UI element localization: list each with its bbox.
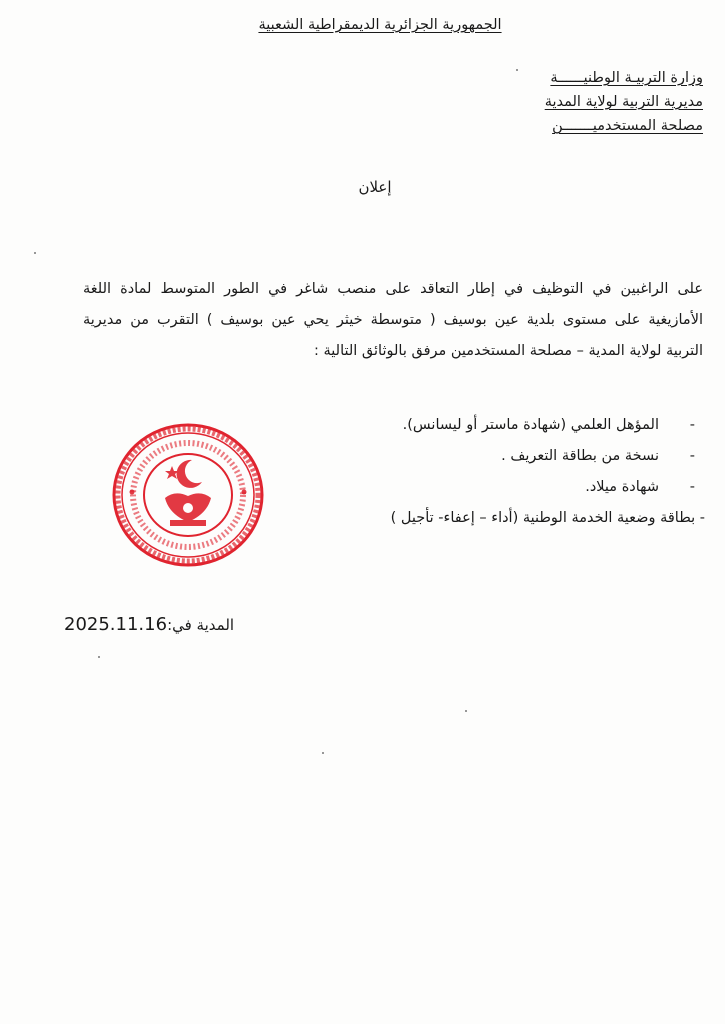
scan-speck [465, 710, 467, 712]
body-line: الأمازيغية على مستوى بلدية عين بوسيف ( متوسطة خيثر يحي عين بوسيف ) التقرب من مديرية [83, 312, 703, 328]
announcement-title: إعلان [358, 178, 392, 196]
document-text: بطاقة وضعية الخدمة الوطنية (أداء – إعفاء- تأجيل ) [390, 510, 696, 526]
ministry-header [545, 66, 703, 138]
list-item [295, 441, 695, 472]
date-label: المدية في: [167, 616, 235, 634]
ministry-name: وزارة التربيـة الوطنيــــــة [550, 70, 703, 86]
list-bullet: - [689, 448, 695, 464]
list-bullet: - [699, 510, 705, 526]
list-item [295, 503, 705, 534]
document-text: نسخة من بطاقة التعريف . [501, 448, 659, 464]
scan-speck [98, 656, 100, 658]
list-item [295, 472, 695, 503]
official-seal-stamp [110, 420, 266, 570]
date-value: 2025.11.16 [64, 614, 168, 635]
scan-speck [34, 252, 36, 254]
list-item [295, 410, 695, 441]
body-line: على الراغبين في التوظيف في إطار التعاقد على منصب شاغر في الطور المتوسط لمادة اللغة [83, 281, 703, 297]
list-bullet: - [689, 479, 695, 495]
announcement-body [83, 274, 703, 367]
body-line: التربية لولاية المدية – مصلحة المستخدمين مرفق بالوثائق التالية : [314, 343, 703, 359]
date-line [64, 614, 234, 635]
document-text: شهادة ميلاد. [585, 479, 659, 495]
directorate-name: مديرية التربية لولاية المدية [544, 94, 703, 110]
required-documents-list [295, 410, 705, 534]
service-name: مصلحة المستخدميـــــــن [552, 118, 703, 134]
document-text: المؤهل العلمي (شهادة ماستر أو ليسانس). [402, 417, 659, 433]
republic-heading: الجمهورية الجزائرية الديمقراطية الشعبية [258, 17, 502, 33]
list-bullet: - [689, 417, 695, 433]
scan-speck [516, 69, 518, 71]
scan-speck [322, 752, 324, 754]
